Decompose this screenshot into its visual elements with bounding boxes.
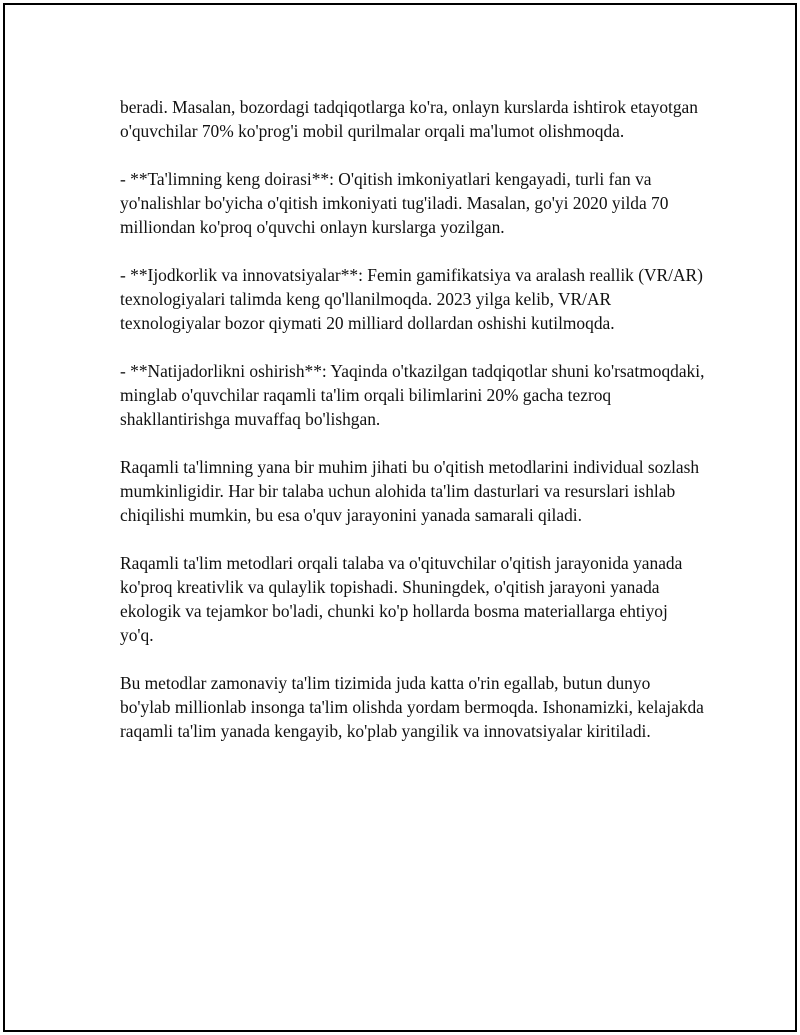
paragraph-bullet-scope: - **Ta'limning keng doirasi**: O'qitish imkoniyatlari kengayadi, turli fan va yo'nalishlar bo'yicha o'qitish imkoniyati tug'iladi. Masalan, go'yi 2020 yilda 70 milliondan ko'proq o'quvchi onlayn kurslarga yozilgan. bbox=[120, 169, 669, 237]
paragraph-creativity: Raqamli ta'lim metodlari orqali talaba va o'qituvchilar o'qitish jarayonida yanada ko'proq kreativlik va qulaylik topishadi. Shuningdek, o'qitish jarayoni yanada ekologik va tejamkor bo'ladi, chunki ko'p hollarda bosma materiallarga ehtiyoj yo'q. bbox=[120, 553, 683, 645]
paragraph-continuation: beradi. Masalan, bozordagi tadqiqotlarga ko'ra, onlayn kurslarda ishtirok etayotgan o'quvchilar 70% ko'prog'i mobil qurilmalar orqali ma'lumot olishmoqda. bbox=[120, 97, 698, 141]
document-page bbox=[3, 3, 797, 1032]
paragraph-bullet-effectiveness: - **Natijadorlikni oshirish**: Yaqinda o'tkazilgan tadqiqotlar shuni ko'rsatmoqdaki, minglab o'quvchilar raqamli ta'lim orqali bilimlarini 20% gacha tezroq shakllantirishga muvaffaq bo'lishgan. bbox=[120, 361, 705, 429]
paragraph-individualization: Raqamli ta'limning yana bir muhim jihati bu o'qitish metodlarini individual sozlash mumkinligidir. Har bir talaba uchun alohida ta'lim dasturlari va resurslari ishlab chiqilishi mumkin, bu esa o'quv jarayonini yanada samarali qiladi. bbox=[120, 457, 700, 525]
paragraph-conclusion: Bu metodlar zamonaviy ta'lim tizimida juda katta o'rin egallab, butun dunyo bo'ylab millionlab insonga ta'lim olishda yordam bermoqda. Ishonamizki, kelajakda raqamli ta'lim yanada kengayib, ko'plab yangilik va innovatsiyalar kiritiladi. bbox=[120, 673, 704, 741]
document-body bbox=[120, 95, 705, 767]
paragraph-bullet-innovation: - **Ijodkorlik va innovatsiyalar**: Femin gamifikatsiya va aralash reallik (VR/AR) texnologiyalari talimda keng qo'llanilmoqda. 2023 yilga kelib, VR/AR texnologiyalar bozor qiymati 20 milliard dollardan oshishi kutilmoqda. bbox=[120, 265, 703, 333]
